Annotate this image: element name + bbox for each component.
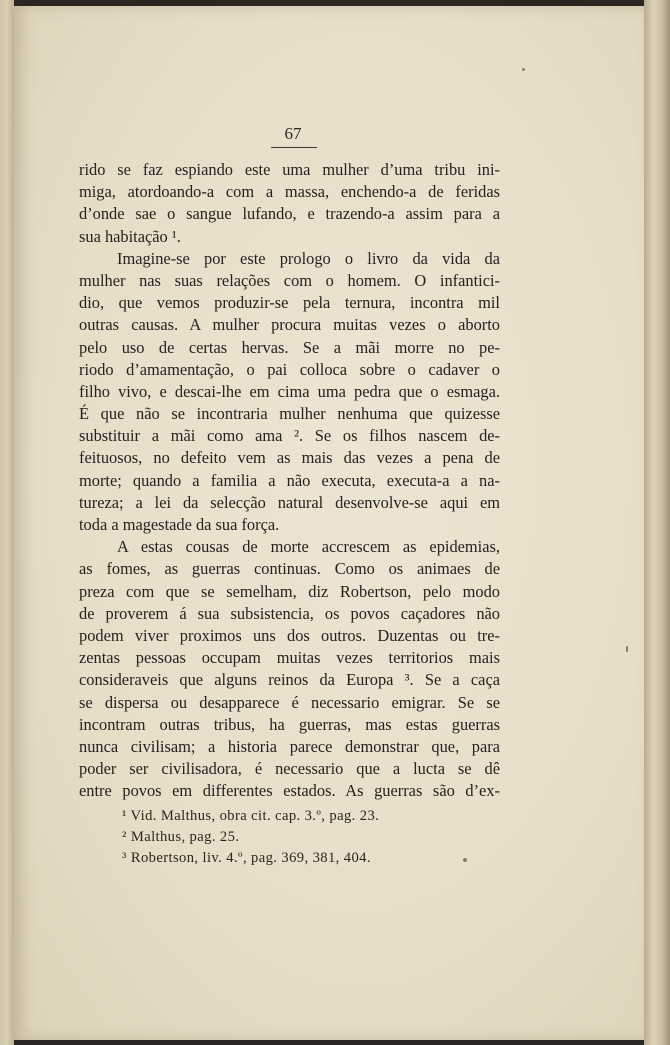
paper-speck: [522, 68, 525, 71]
book-page: [14, 6, 644, 1040]
book-binding-edge: [0, 0, 14, 1045]
text-line: miga, atordoando-a com a massa, enchendo-a de feridas: [79, 182, 500, 202]
text-line: se dispersa ou desapparece é necessario emigrar. Se se: [79, 692, 500, 712]
text-line: pelo uso de certas hervas. Se a mãi morre no pe-: [79, 337, 500, 357]
paper-speck: [463, 858, 467, 862]
text-line: mulher nas suas relações com o homem. O infantici-: [79, 270, 500, 290]
text-line: sua habitação ¹.: [79, 226, 181, 246]
footnotes: [122, 806, 462, 869]
footnote: ¹ Vid. Malthus, obra cit. cap. 3.º, pag. 23.: [122, 808, 380, 824]
text-line: riodo d’amamentação, o pai colloca sobre o cadaver o: [79, 359, 500, 379]
text-line: entre povos em differentes estados. As guerras são d’ex-: [79, 781, 500, 801]
text-line: tureza; a lei da selecção natural desenvolve-se aqui em: [79, 492, 500, 512]
text-line: as fomes, as guerras continuas. Como os animaes de: [79, 559, 500, 579]
text-line: incontram outras tribus, ha guerras, mas estas guerras: [79, 714, 500, 734]
book-page-edges: [644, 0, 670, 1045]
footnote: ³ Robertson, liv. 4.º, pag. 369, 381, 404.: [122, 850, 371, 866]
text-line: morte; quando a familia a não executa, executa-a a na-: [79, 470, 500, 490]
text-line: d’onde sae o sangue lufando, e trazendo-a assim para a: [79, 204, 500, 224]
text-line: nunca civilisam; a historia parece demonstrar que, para: [79, 736, 500, 756]
text-line: A estas cousas de morte accrescem as epidemias,: [117, 537, 500, 557]
page-number-rule: [271, 147, 317, 148]
text-line: podem viver proximos uns dos outros. Duzentas ou tre-: [79, 625, 500, 645]
page-number: 67: [284, 124, 302, 143]
text-line: de proverem á sua subsistencia, os povos caçadores não: [79, 603, 500, 623]
text-line: toda a magestade da sua força.: [79, 515, 280, 534]
text-line: rido se faz espiando este uma mulher d’uma tribu ini-: [79, 160, 500, 179]
text-line: feituosos, no defeito vem as mais das vezes a pena de: [79, 448, 500, 468]
text-line: preza com que se semelham, diz Robertson, pelo modo: [79, 581, 500, 601]
paper-speck: [626, 646, 628, 652]
text-line: filho vivo, e descai-lhe em cima uma pedra que o esmaga.: [79, 381, 500, 401]
text-line: outras causas. A mulher procura muitas vezes o aborto: [79, 315, 500, 335]
text-line: dio, que vemos produzir-se pela ternura, incontra mil: [79, 293, 500, 313]
text-line: zentas pessoas occupam muitas vezes territorios mais: [79, 648, 500, 668]
text-line: É que não se incontraria mulher nenhuma que quizesse: [79, 404, 500, 424]
text-line: Imagine-se por este prologo o livro da vida da: [117, 248, 500, 268]
text-line: substituir a mãi como ama ². Se os filhos nascem de-: [79, 426, 500, 446]
body-text: [79, 159, 500, 802]
text-line: consideraveis que alguns reinos da Europa ³. Se a caça: [79, 670, 500, 690]
footnote: ² Malthus, pag. 25.: [122, 829, 240, 845]
text-line: poder ser civilisadora, é necessario que a lucta se dê: [79, 759, 500, 779]
